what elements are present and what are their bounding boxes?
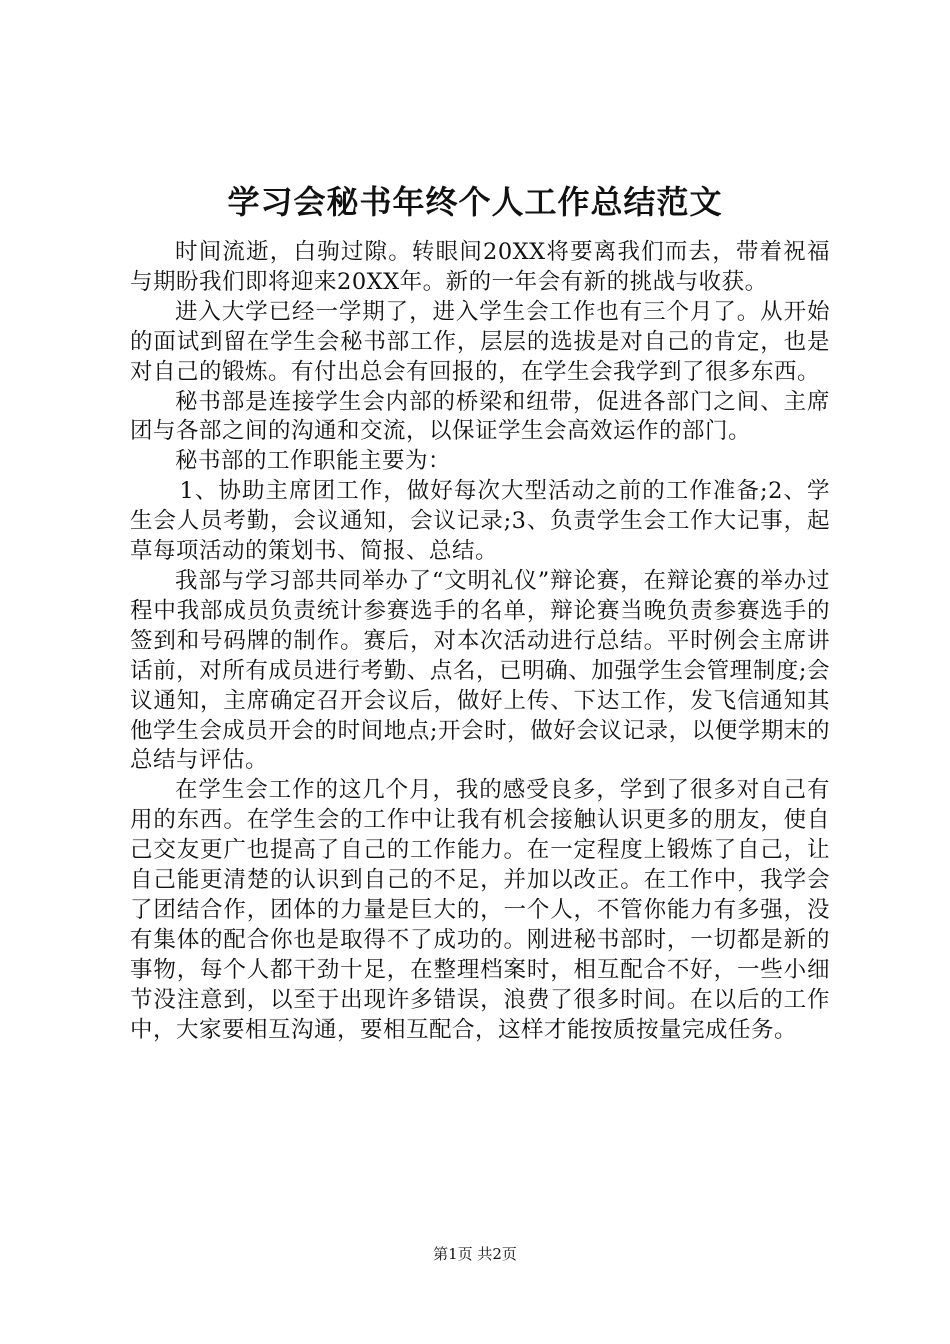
paragraph-duties-heading: 秘书部的工作职能主要为： (175, 448, 452, 475)
page-footer: 第1页 共2页 (433, 1245, 517, 1263)
paragraph-duties-list: 1、协助主席团工作，做好每次大型活动之前的工作准备;2、学生会人员考勤，会议通知，会议记录;3、负责学生会工作大记事，起草每项活动的策划书、简报、总结。 (130, 478, 830, 565)
document-title: 学习会秘书年终个人工作总结范文 (227, 183, 723, 221)
paragraph-department-role: 秘书部是连接学生会内部的桥梁和纽带，促进各部门之间、主席团与各部之间的沟通和交流，以保证学生会高效运作的部门。 (130, 388, 830, 445)
paragraph-intro: 时间流逝，白驹过隙。转眼间20XX将要离我们而去，带着祝福与期盼我们即将迎来20XX年。新的一年会有新的挑战与收获。 (130, 239, 830, 295)
paragraph-reflection: 在学生会工作的这几个月，我的感受良多，学到了很多对自己有用的东西。在学生会的工作中让我有机会接触认识更多的朋友，使自己交友更广也提高了自己的工作能力。在一定程度上锻炼了自己，让自己能更清楚的认识到自己的不足，并加以改正。在工作中，我学会了团结合作，团体的力量是巨大的，一个人，不管你能力有多强，没有集体的配合你也是取得不了成功的。刚进秘书部时，一切都是新的事物，每个人都干劲十足，在整理档案时，相互配合不好，一些小细节没注意到，以至于出现许多错误，浪费了很多时间。在以后的工作中，大家要相互沟通，要相互配合，这样才能按质按量完成任务。 (130, 777, 830, 1043)
document-body (130, 238, 830, 1045)
paragraph-joining: 进入大学已经一学期了，进入学生会工作也有三个月了。从开始的面试到留在学生会秘书部工作，层层的选拔是对自己的肯定，也是对自己的锻炼。有付出总会有回报的，在学生会我学到了很多东西。 (130, 298, 830, 385)
paragraph-debate-activity: 我部与学习部共同举办了“文明礼仪”辩论赛，在辩论赛的举办过程中我部成员负责统计参赛选手的名单，辩论赛当晚负责参赛选手的签到和号码牌的制作。赛后，对本次活动进行总结。平时例会主席讲话前，对所有成员进行考勤、点名，已明确、加强学生会管理制度;会议通知，主席确定召开会议后，做好上传、下达工作，发飞信通知其他学生会成员开会的时间地点;开会时，做好会议记录，以便学期末的总结与评估。 (130, 567, 830, 774)
